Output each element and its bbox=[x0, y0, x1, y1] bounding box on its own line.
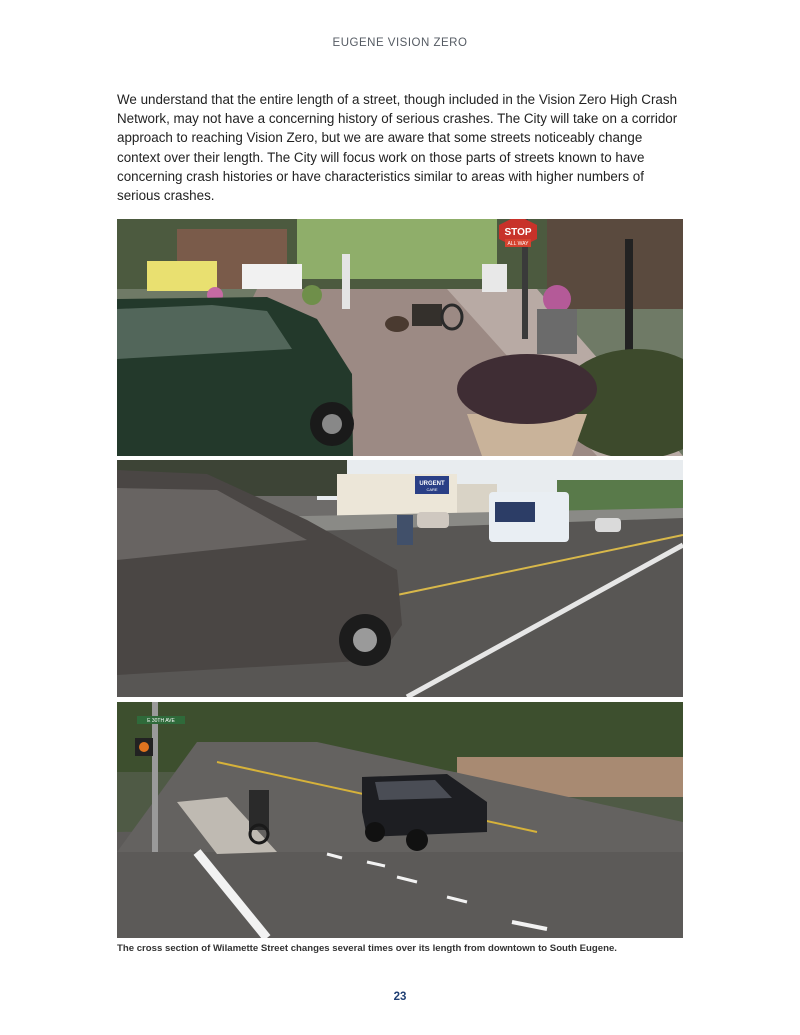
urgent-care-sign-text: URGENT bbox=[419, 481, 445, 487]
photo-midtown-arterial bbox=[117, 460, 683, 697]
pedestrian-signal-icon bbox=[139, 742, 149, 752]
photo-downtown-street bbox=[117, 219, 683, 456]
stop-sign-text: STOP bbox=[504, 227, 532, 238]
photo-south-intersection bbox=[117, 702, 683, 938]
photo-south-illustration bbox=[117, 702, 683, 938]
urgent-care-sign-subtext: CARE bbox=[426, 487, 438, 492]
all-way-sign-text: ALL WAY bbox=[507, 241, 529, 247]
street-sign-text: E 30TH AVE bbox=[147, 718, 175, 724]
page-number: 23 bbox=[393, 991, 407, 1003]
photo-caption: The cross section of Wilamette Street changes several times over its length from downtown to South Eugene. bbox=[117, 943, 617, 954]
photo-midtown-illustration bbox=[117, 460, 683, 697]
running-header: EUGENE VISION ZERO bbox=[332, 37, 468, 49]
photo-downtown-illustration bbox=[117, 219, 683, 456]
body-paragraph: We understand that the entire length of a street, though included in the Vision Zero High Crash Network, may not have a concerning history of serious crashes. The City will take on a corridor approach to reaching Vision Zero, but we are aware that some streets noticeably change context over their length. The City will focus work on those parts of streets known to have concerning crash histories or have characteristics similar to areas with higher numbers of serious crashes. bbox=[117, 92, 678, 204]
